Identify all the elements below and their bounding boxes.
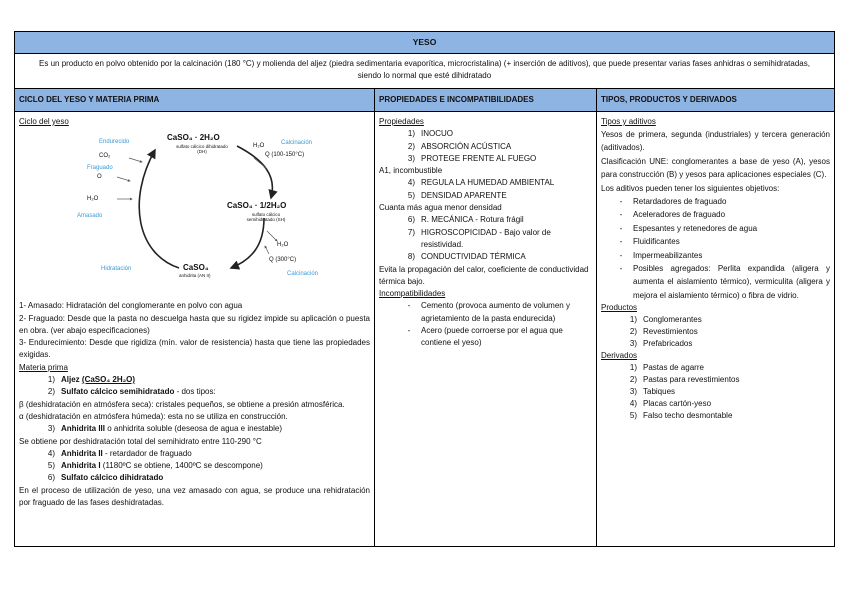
hemihydrate-label: sulfato cálcico semihidratado (SH): [246, 212, 286, 223]
density-note: Cuanta más agua menor densidad: [379, 203, 502, 213]
label-h2o-left: H₂O: [87, 196, 99, 203]
property-item: 5) DENSIDAD APARENTE: [407, 190, 507, 200]
paragraph-fraguado: 2- Fraguado: Desde que la pasta no descuelga hasta que su rigidez impide su aplicación o puesta en obra. (ver abajo especificaciones): [19, 313, 370, 335]
document-title: YESO: [15, 32, 834, 54]
list-item: - Aceleradores de fraguado: [619, 210, 726, 220]
paragraph-endurecimiento: 3- Endurecimiento: Desde que rigidiza (mín. valor de resistencia) hasta que tiene las propiedades exigidas.: [19, 338, 370, 360]
arrow-co2: [129, 158, 142, 162]
dihydrate-label: sulfato cálcico dihidratado (DH): [176, 144, 228, 155]
list-item: - Espesantes y retenedores de agua: [619, 223, 758, 233]
arrow-h2o-right: [267, 231, 277, 241]
label-h2o-right: H₂O: [277, 242, 289, 249]
column-body-propiedades: [375, 112, 596, 546]
columns: [15, 89, 834, 546]
materia-item-3: 3) Anhidrita III o anhidrita soluble (deseosa de agua e inestable): [47, 424, 283, 434]
list-item: - Retardadores de fraguado: [619, 197, 727, 207]
paragraph-beta: β (deshidratación en atmósfera seca): cristales pequeños, se obtiene a presión atmosférica.: [19, 399, 345, 409]
list-item: 2) Revestimientos: [629, 327, 698, 337]
dihydrate-formula: CaSO₄ · 2H₂O: [167, 133, 220, 143]
incompat-item-acero: - Acero (puede corroerse por el agua que contiene el yeso): [407, 326, 563, 348]
list-item: - Posibles agregados: Perlita expandida (aligera y aumenta el aislamiento térmico), vermiculita (aligera y mejora el aislamiento térmico) o fibra de vidrio.: [619, 264, 830, 300]
list-item: 2) Pastas para revestimientos: [629, 375, 740, 385]
list-item: 3) Tabiques: [629, 387, 676, 397]
intro-paragraph: Es un producto en polvo obtenido por la calcinación (180 °C) y molienda del aljez (piedra sedimentaria evaporítica, microcristalina) (+ inserción de aditivos), que puede presentar varias fases anhidras o semihidratadas, siendo lo normal que esté dihidratado: [15, 54, 834, 89]
paragraph-semihidrato: Se obtiene por deshidratación total del semihidrato entre 110-290 °C: [19, 436, 262, 446]
paragraph-amasado: 1- Amasado: Hidratación del conglomerante en polvo con agua: [19, 301, 243, 311]
tipos-paragraph-2: Clasificación UNE: conglomerantes a base de yeso (A), yesos para construcción (B) y yesos para aplicaciones especiales (C).: [601, 156, 830, 180]
column-propiedades: [375, 89, 597, 546]
list-item: 1) Pastas de agarre: [629, 363, 704, 373]
materia-item-6: 6) Sulfato cálcico dihidratado: [47, 473, 164, 483]
arrow-an-to-dh: [139, 150, 179, 268]
list-item: 3) Prefabricados: [629, 339, 693, 349]
label-endurecido: Endurecido: [99, 139, 130, 146]
label-fraguado: Fraguado: [87, 165, 113, 172]
productos-list: [601, 314, 830, 350]
property-item: 7) HIGROSCOPICIDAD - Bajo valor de resistividad.: [407, 227, 551, 249]
arrow-q-bottom: [265, 246, 269, 254]
tipos-paragraph-1: Yesos de primera, segunda (industriales) y tercera generación (aditivados).: [601, 130, 830, 153]
anhydrite-label: anhidrita (AN II): [179, 273, 211, 279]
column-header-ciclo: CICLO DEL YESO Y MATERIA PRIMA: [15, 89, 374, 112]
incompatibilidades-title: Incompatibilidades: [379, 289, 446, 299]
derivados-list: [601, 362, 830, 422]
column-header-tipos: TIPOS, PRODUCTOS Y DERIVADOS: [597, 89, 834, 112]
materia-item-2: 2) Sulfato cálcico semihidratado - dos tipos:: [47, 387, 216, 397]
thermal-note: Evita la propagación del calor, coeficiente de conductividad térmica bajo.: [379, 264, 589, 286]
label-h2o-top: H₂O: [253, 143, 265, 150]
label-q-top: Q (100-150°C): [265, 152, 305, 159]
label-calcinacion-bottom: Calcinación: [287, 271, 319, 278]
paragraph-alpha: α (deshidratación en atmósfera húmeda): esta no se utiliza en construcción.: [19, 411, 288, 421]
arrow-sh-to-an: [231, 218, 264, 268]
propiedades-title: Propiedades: [379, 117, 424, 126]
property-item: 6) R. MECÁNICA - Rotura frágil: [407, 215, 524, 225]
materia-prima-title: Materia prima: [19, 362, 68, 372]
list-item: - Fluidificantes: [619, 237, 680, 247]
a1-note: A1, incombustible: [379, 166, 443, 176]
gypsum-cycle-diagram: [19, 128, 370, 300]
productos-title: Productos: [601, 303, 638, 313]
props-group-c: [379, 214, 592, 263]
props-group-b: [379, 177, 592, 202]
label-amasado: Amasado: [77, 213, 103, 220]
arrow-o: [117, 177, 130, 181]
props-group-a: [379, 128, 592, 165]
hemihydrate-formula: CaSO₄ · 1/2H₂O: [227, 201, 287, 211]
derivados-title: Derivados: [601, 351, 638, 361]
property-item: 1) INOCUO: [407, 129, 453, 139]
list-item: 5) Falso techo desmontable: [629, 411, 733, 421]
paragraph-final: En el proceso de utilización de yeso, una vez amasado con agua, se produce una rehidratación por fraguado de las fases deshidratadas.: [19, 485, 370, 508]
label-hidratacion: Hidratación: [101, 266, 132, 273]
column-header-propiedades: PROPIEDADES E INCOMPATIBILIDADES: [375, 89, 596, 112]
property-item: 4) REGULA LA HUMEDAD AMBIENTAL: [407, 178, 555, 188]
property-item: 3) PROTEGE FRENTE AL FUEGO: [407, 153, 537, 163]
tipos-paragraph-3: Los aditivos pueden tener los siguientes objetivos:: [601, 183, 780, 193]
label-co2: CO₂: [99, 153, 111, 160]
objetivos-list: [601, 195, 830, 302]
materia-item-5: 5) Anhidrita I (1180ºC se obtiene, 1400ºC se descompone): [47, 461, 263, 471]
column-body-tipos: [597, 112, 834, 546]
list-item: - Impermeabilizantes: [619, 250, 703, 260]
tipos-title: Tipos y aditivos: [601, 117, 656, 126]
property-item: 8) CONDUCTIVIDAD TÉRMICA: [407, 252, 526, 262]
label-calcinacion-top: Calcinación: [281, 140, 313, 147]
column-body-ciclo: [15, 112, 374, 546]
materia-item-4: 4) Anhidrita II - retardador de fraguado: [47, 448, 192, 458]
column-tipos: [597, 89, 834, 546]
list-item: 1) Conglomerantes: [629, 315, 702, 325]
materia-item-1: 1) Aljez (CaSO₄ 2H₂O): [47, 375, 136, 385]
list-item: 4) Placas cartón-yeso: [629, 399, 712, 409]
label-o: O: [97, 174, 102, 181]
arrow-h2o-top: [254, 158, 266, 168]
column-ciclo: [15, 89, 375, 546]
incompat-item-cemento: - Cemento (provoca aumento de volumen y agrietamiento de la pasta endurecida): [407, 301, 570, 323]
document-table: [14, 31, 835, 547]
anhydrite-formula: CaSO₄: [183, 263, 209, 273]
label-q-bottom: Q (300°C): [269, 257, 297, 264]
cycle-title: Ciclo del yeso: [19, 117, 69, 126]
property-item: 2) ABSORCIÓN ACÚSTICA: [407, 141, 512, 151]
